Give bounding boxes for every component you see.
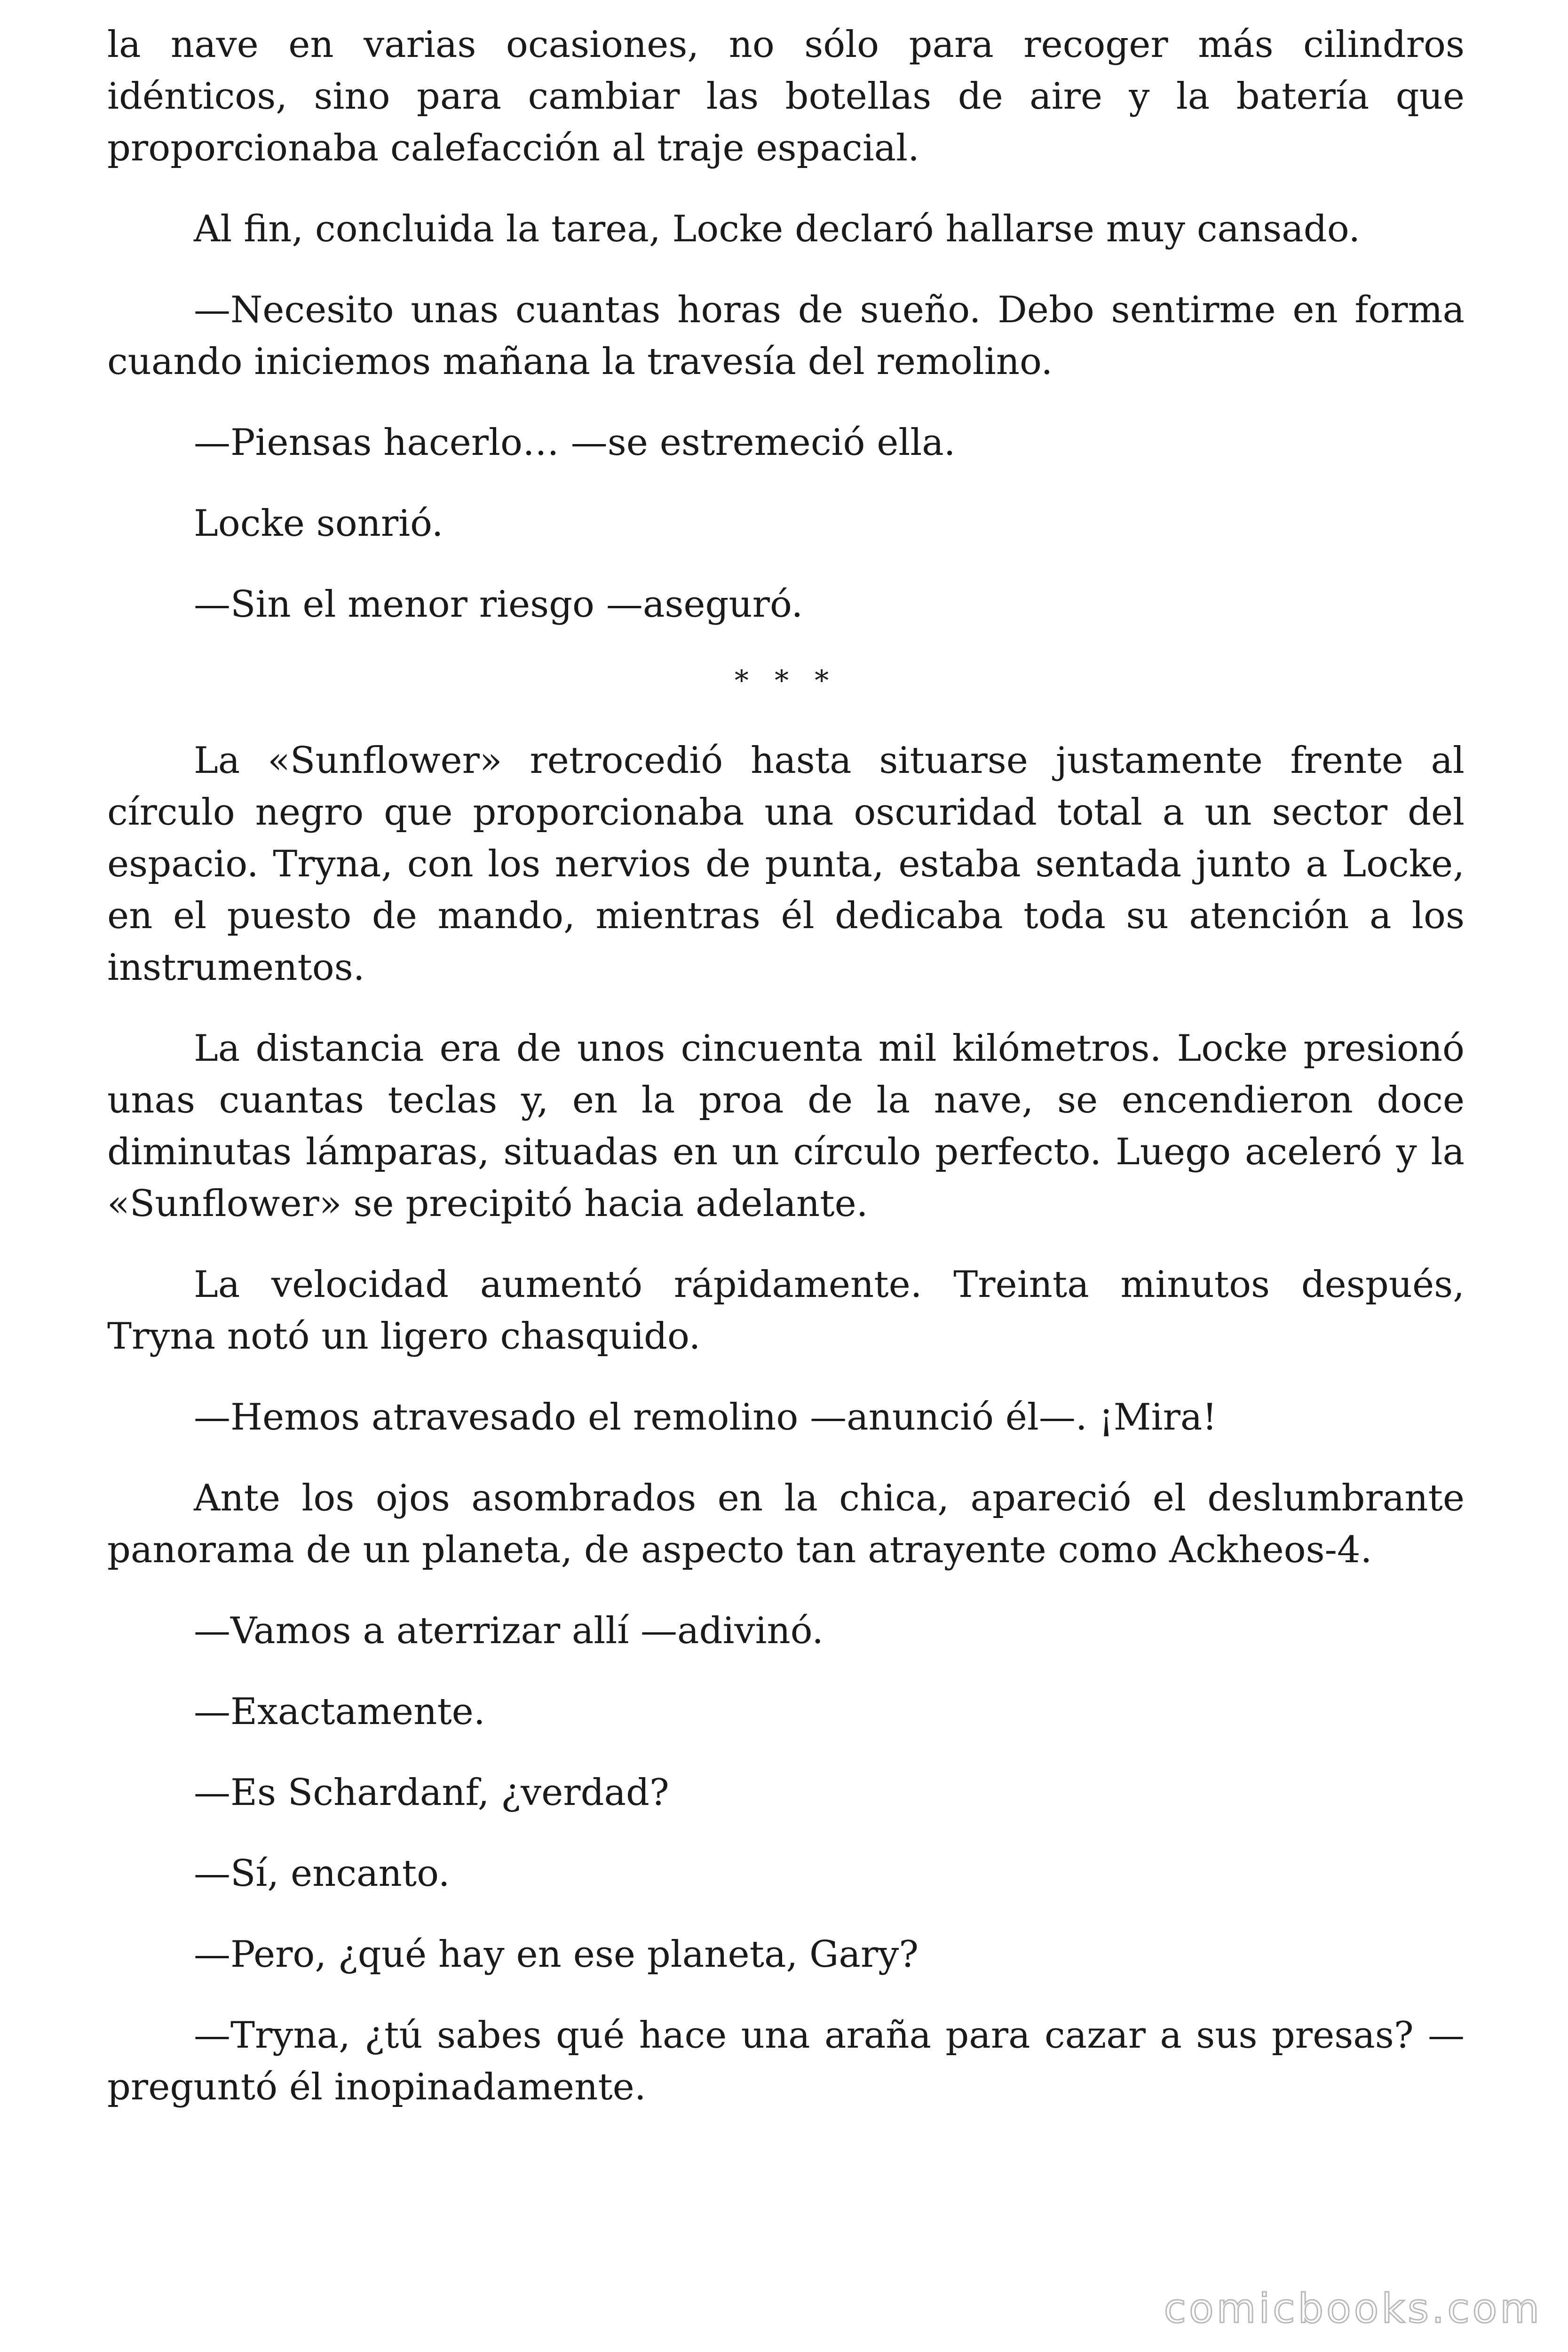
- paragraph: Al fin, concluida la tarea, Locke declaró hallarse muy cansado.: [194, 208, 1361, 250]
- paragraph: —Sí, encanto.: [194, 1852, 450, 1895]
- paragraph: —Es Schardanf, ¿verdad?: [194, 1772, 669, 1814]
- paragraph: Locke sonrió.: [194, 502, 443, 545]
- paragraph: —Sin el menor riesgo —aseguró.: [194, 583, 803, 626]
- paragraph: —Pero, ¿qué hay en ese planeta, Gary?: [194, 1933, 919, 1976]
- paragraph: La velocidad aumentó rápidamente. Treinta minutos después, Tryna notó un ligero chasquido.: [107, 1263, 1465, 1358]
- paragraph: —Vamos a aterrizar allí —adivinó.: [194, 1610, 824, 1652]
- watermark-logo: comicbooks.com: [1164, 2285, 1542, 2332]
- paragraph: —Piensas hacerlo… —se estremeció ella.: [194, 421, 956, 464]
- paragraph: —Exactamente.: [194, 1691, 485, 1733]
- section-separator: * * *: [734, 664, 838, 697]
- paragraph: —Tryna, ¿tú sabes qué hace una araña para cazar a sus presas? —preguntó él inopinadamente.: [107, 2014, 1465, 2108]
- paragraph: —Necesito unas cuantas horas de sueño. Debo sentirme en forma cuando iniciemos mañana la travesía del remolino.: [107, 289, 1465, 383]
- book-page: [107, 19, 1465, 2142]
- paragraph: la nave en varias ocasiones, no sólo para recoger más cilindros idénticos, sino para cambiar las botellas de aire y la batería que proporcionaba calefacción al traje espacial.: [107, 24, 1465, 169]
- paragraph: Ante los ojos asombrados en la chica, apareció el deslumbrante panorama de un planeta, de aspecto tan atrayente como Ackheos-4.: [107, 1477, 1465, 1571]
- paragraph: La «Sunflower» retrocedió hasta situarse justamente frente al círculo negro que proporcionaba una oscuridad total a un sector del espacio. Tryna, con los nervios de punta, estaba sentada junto a Locke, en el puesto de mando, mientras él dedicaba toda su atención a los instrumentos.: [107, 739, 1465, 989]
- paragraph: —Hemos atravesado el remolino —anunció él—. ¡Mira!: [194, 1396, 1217, 1438]
- paragraph: La distancia era de unos cincuenta mil kilómetros. Locke presionó unas cuantas teclas y, en la proa de la nave, se encendieron doce diminutas lámparas, situadas en un círculo perfecto. Luego aceleró y la «Sunflower» se precipitó hacia adelante.: [107, 1027, 1465, 1225]
